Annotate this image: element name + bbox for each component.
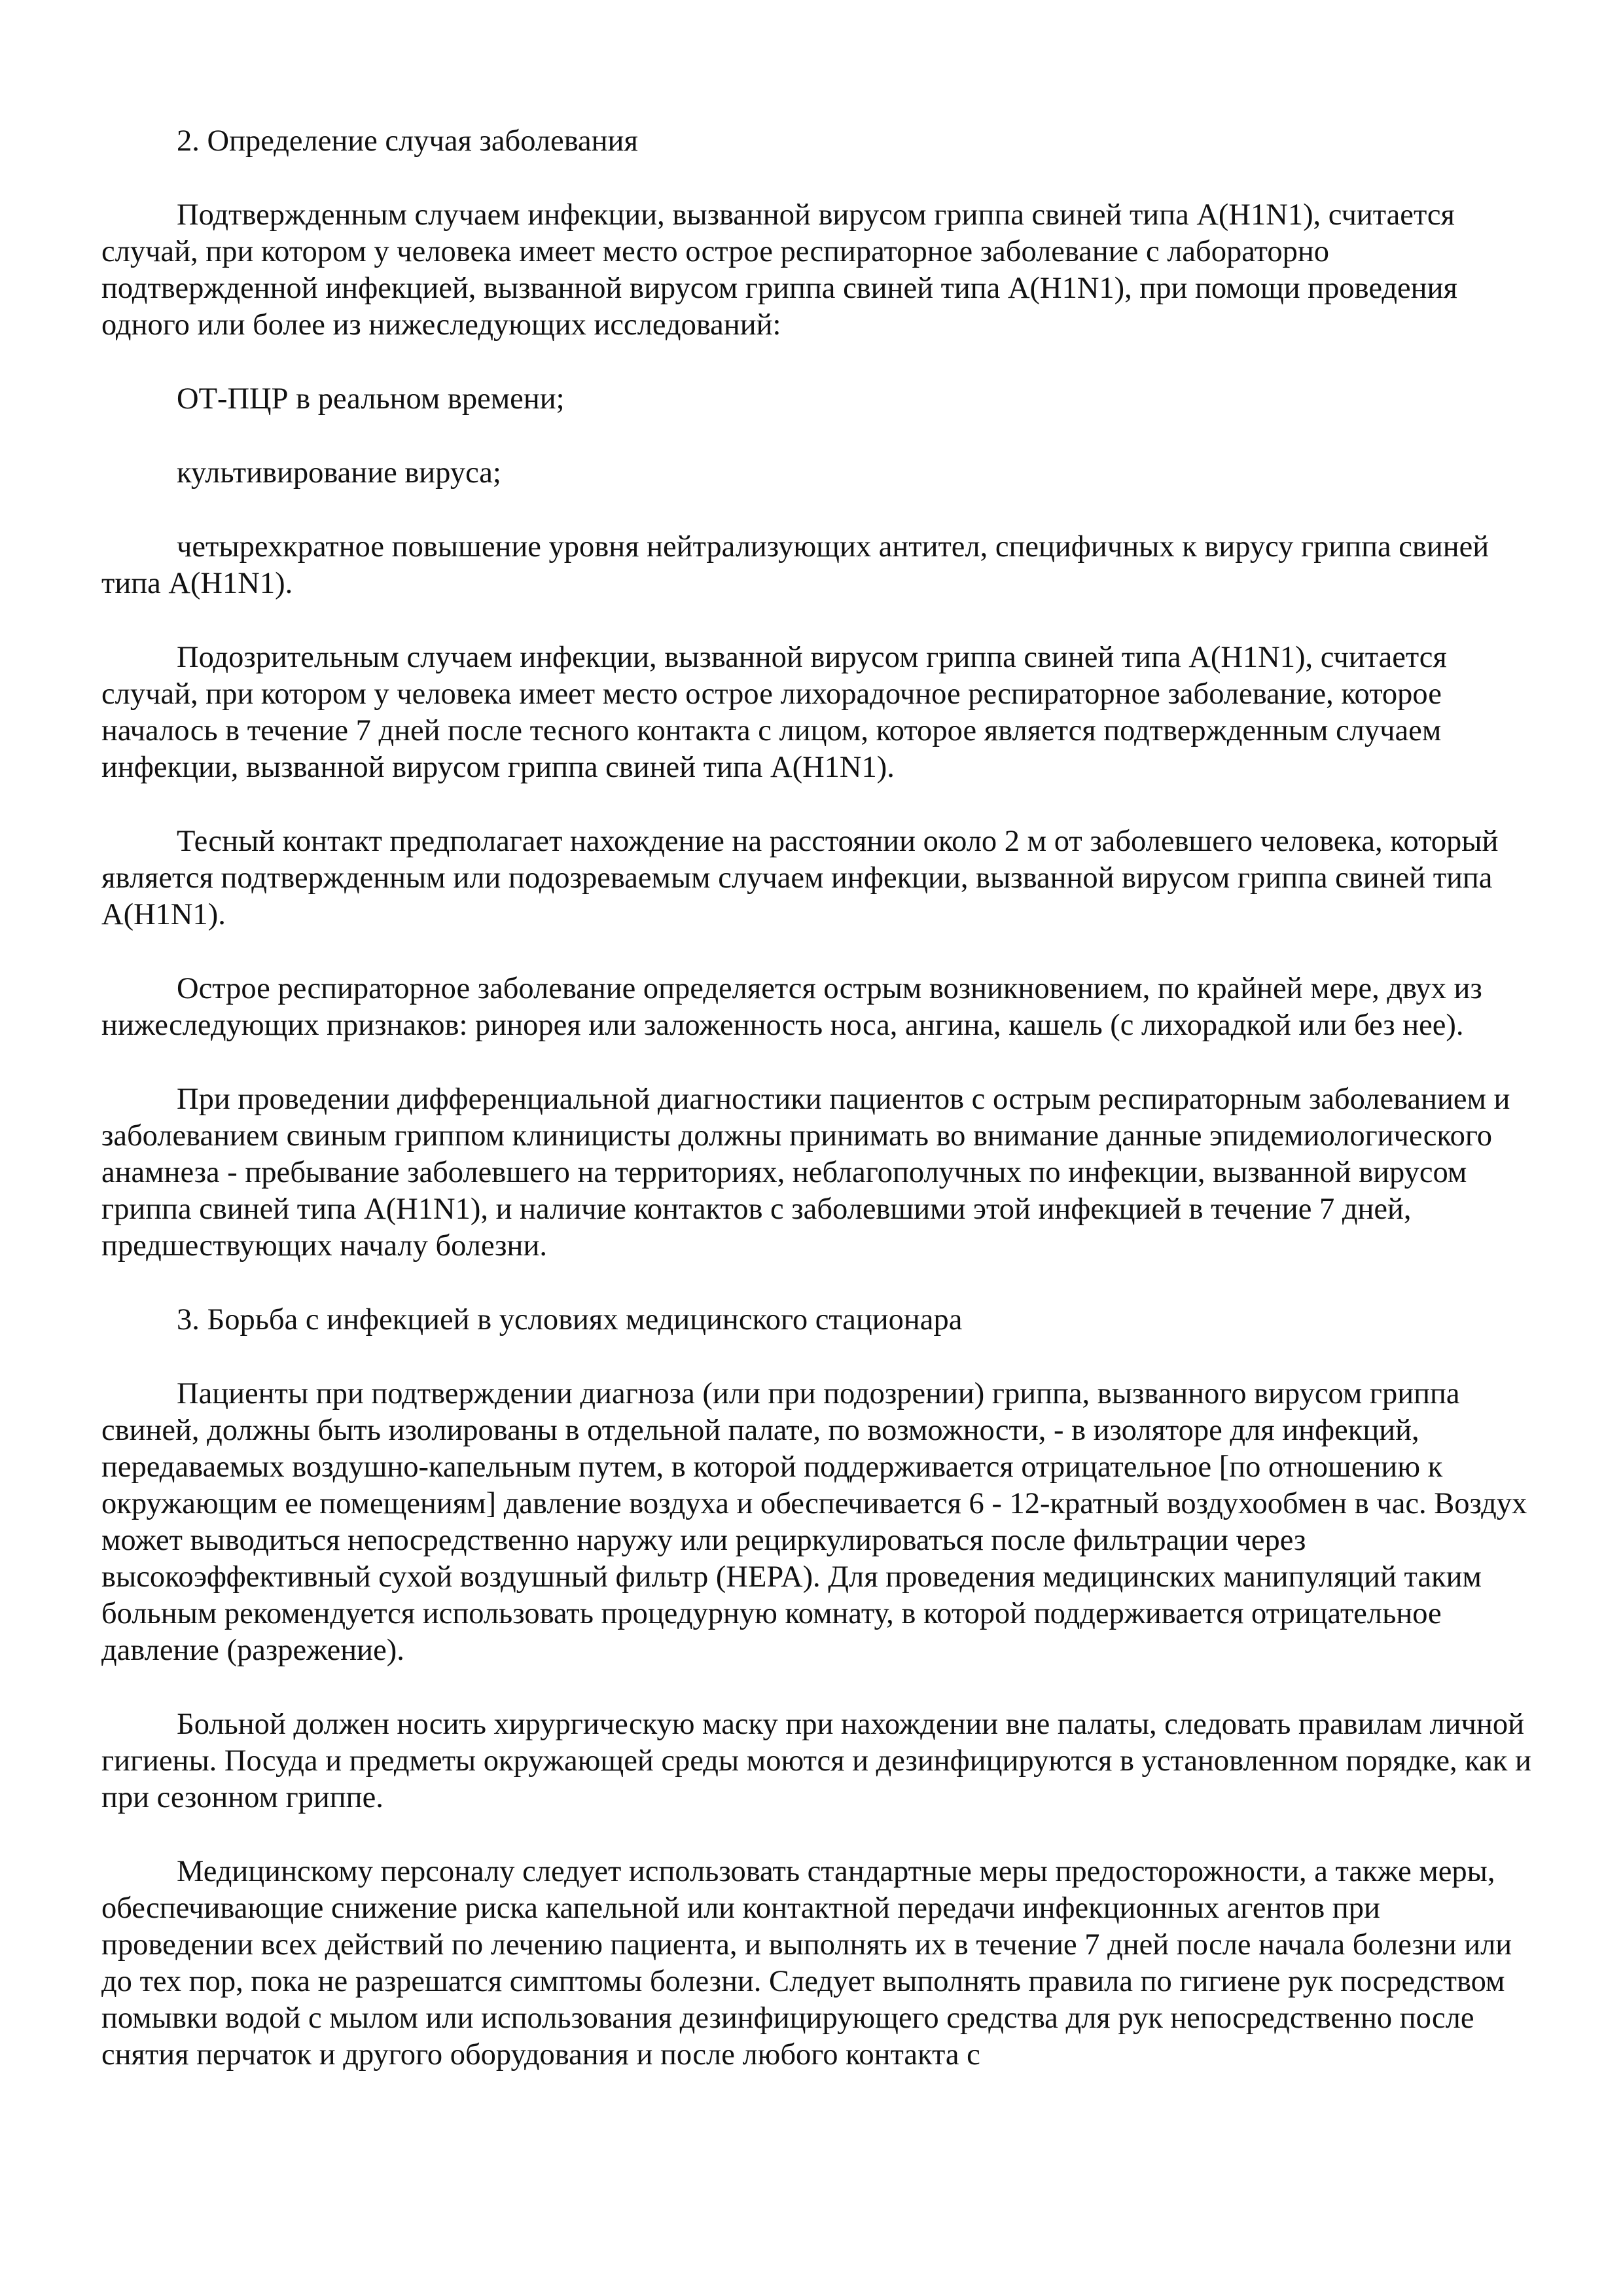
list-item-antibody-rise: четырехкратное повышение уровня нейтрализующих антител, специфичных к вирусу гриппа свиней типа A(H1N1). [101, 530, 1489, 600]
paragraph-medical-staff-precautions: Медицинскому персоналу следует использовать стандартные меры предосторожности, а также меры, обеспечивающие снижение риска капельной или контактной передачи инфекционных агентов при проведении всех действий по лечению пациента, и выполнять их в течение 7 дней после начала болезни или до тех пор, пока не разрешатся симптомы болезни. Следует выполнять правила по гигиене рук посредством помывки водой с мылом или использования дезинфицирующего средства для рук непосредственно после снятия перчаток и другого оборудования и после любого контакта с [101, 1855, 1512, 2072]
paragraph-differential-diagnosis: При проведении дифференциальной диагностики пациентов с острым респираторным заболеванием и заболеванием свиным гриппом клиницисты должны принимать во внимание данные эпидемиологического анамнеза - пребывание заболевшего на территориях, неблагополучных по инфекции, вызванной вирусом гриппа свиней типа A(H1N1), и наличие контактов с заболевшими этой инфекцией в течение 7 дней, предшествующих началу болезни. [101, 1083, 1510, 1263]
paragraph-acute-respiratory-illness: Острое респираторное заболевание определяется острым возникновением, по крайней мере, двух из нижеследующих признаков: ринорея или заложенность носа, ангина, кашель (с лихорадкой или без нее). [101, 972, 1482, 1042]
paragraph-patient-mask: Больной должен носить хирургическую маску при нахождении вне палаты, следовать правилам личной гигиены. Посуда и предметы окружающей среды моются и дезинфицируются в установленном порядке, как и при сезонном гриппе. [101, 1708, 1531, 1814]
section-heading-case-definition: 2. Определение случая заболевания [177, 124, 638, 158]
paragraph-suspected-case: Подозрительным случаем инфекции, вызванной вирусом гриппа свиней типа A(H1N1), считается случай, при котором у человека имеет место острое лихорадочное респираторное заболевание, которое началось в течение 7 дней после тесного контакта с лицом, которое является подтвержденным случаем инфекции, вызванной вирусом гриппа свиней типа A(H1N1). [101, 641, 1447, 784]
paragraph-close-contact: Тесный контакт предполагает нахождение на расстоянии около 2 м от заболевшего человека, который является подтвержденным или подозреваемым случаем инфекции, вызванной вирусом гриппа свиней типа A(H1N1). [101, 825, 1499, 931]
document-body [101, 123, 1531, 2073]
paragraph-confirmed-case: Подтвержденным случаем инфекции, вызванной вирусом гриппа свиней типа A(H1N1), считается случай, при котором у человека имеет место острое респираторное заболевание с лабораторно подтвержденной инфекцией, вызванной вирусом гриппа свиней типа A(H1N1), при помощи проведения одного или более из нижеследующих исследований: [101, 198, 1457, 342]
list-item-rt-pcr: ОТ-ПЦР в реальном времени; [177, 382, 565, 416]
list-item-virus-culture: культивирование вируса; [177, 456, 501, 490]
section-heading-infection-control: 3. Борьба с инфекцией в условиях медицинского стационара [177, 1303, 963, 1336]
paragraph-patient-isolation: Пациенты при подтверждении диагноза (или при подозрении) гриппа, вызванного вирусом гриппа свиней, должны быть изолированы в отдельной палате, по возможности, - в изоляторе для инфекций, передаваемых воздушно-капельным путем, в которой поддерживается отрицательное [по отношению к окружающим ее помещениям] давление воздуха и обеспечивается 6 - 12-кратный воздухообмен в час. Воздух может выводиться непосредственно наружу или рециркулироваться после фильтрации через высокоэффективный сухой воздушный фильтр (HEPA). Для проведения медицинских манипуляций таким больным рекомендуется использовать процедурную комнату, в которой поддерживается отрицательное давление (разрежение). [101, 1377, 1527, 1667]
